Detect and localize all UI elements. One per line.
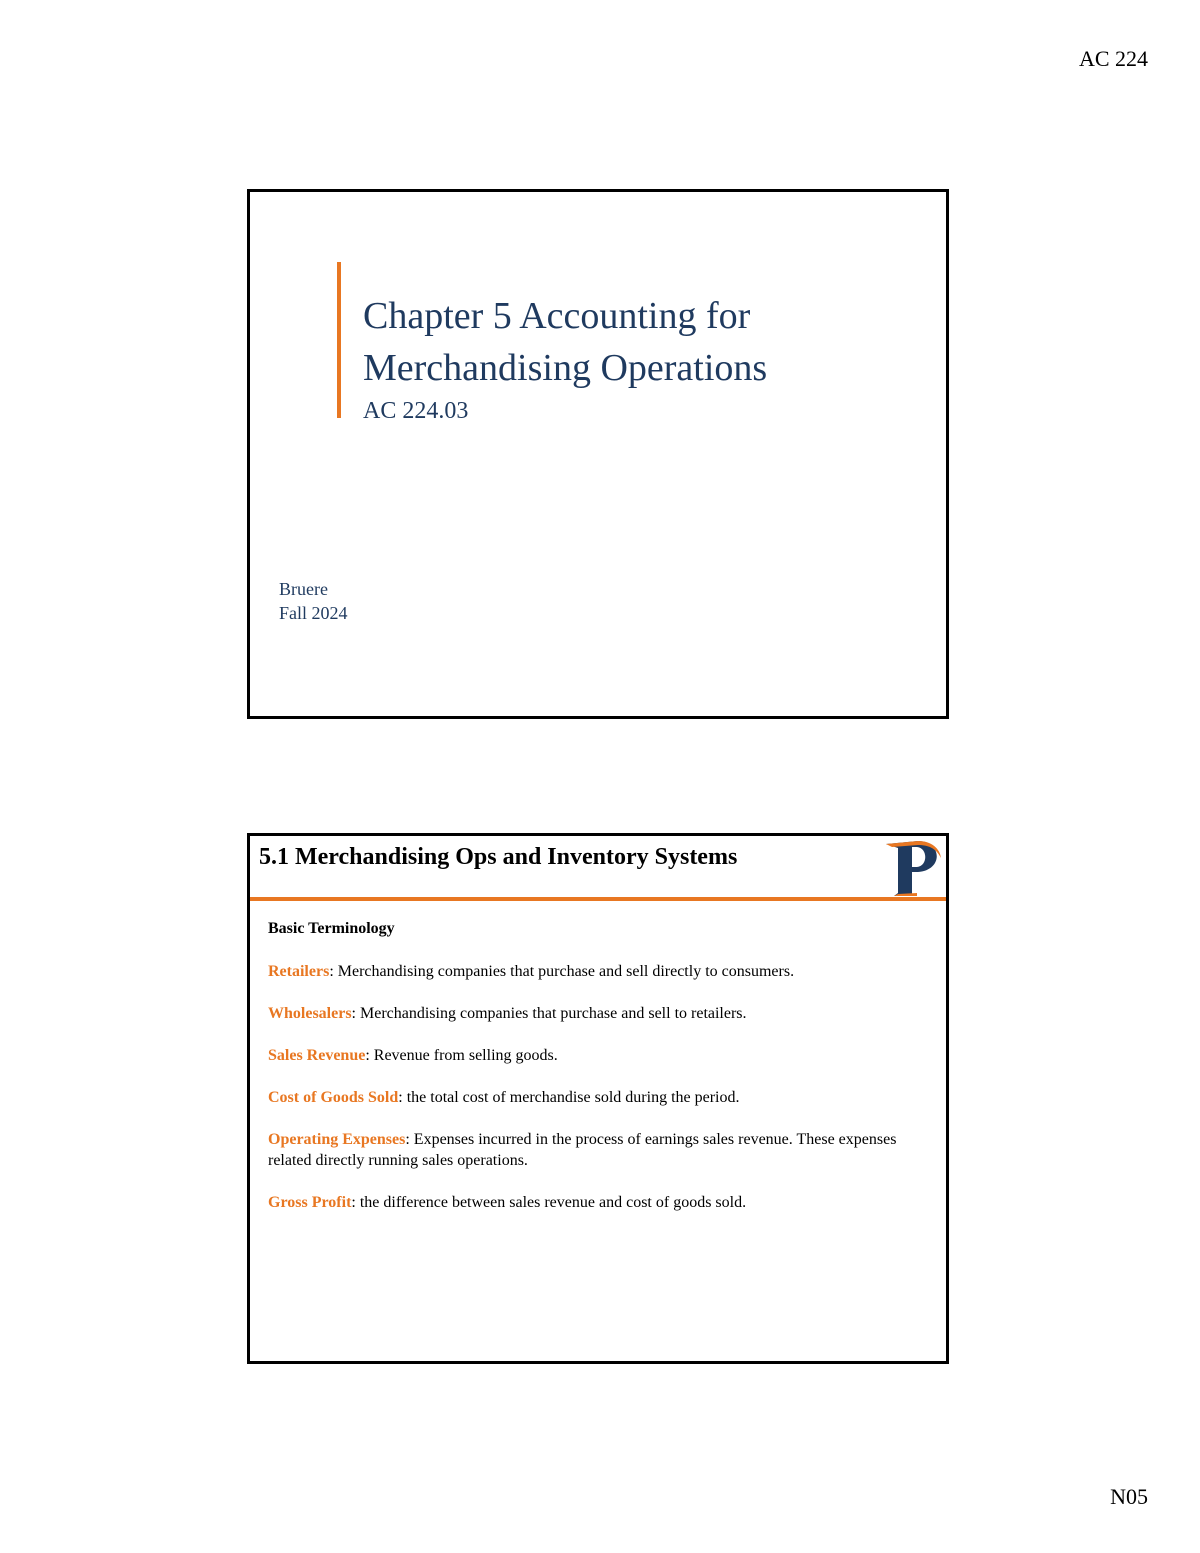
author-name: Bruere — [279, 579, 328, 599]
title-underline — [250, 897, 946, 901]
term-definition: : Merchandising companies that purchase and sell to retailers. — [351, 1005, 747, 1022]
term-wholesalers — [268, 1003, 906, 1024]
semester: Fall 2024 — [279, 603, 348, 623]
term-name: Operating Expenses — [268, 1131, 406, 1148]
term-name: Sales Revenue — [268, 1047, 366, 1064]
term-gross-profit — [268, 1192, 906, 1213]
term-name: Gross Profit — [268, 1194, 352, 1211]
terminology-content — [268, 918, 906, 1234]
university-logo-icon — [884, 838, 944, 900]
term-name: Retailers — [268, 963, 330, 980]
slide-title-line-2: Merchandising Operations — [363, 347, 768, 389]
term-definition: : Revenue from selling goods. — [365, 1047, 558, 1064]
term-retailers — [268, 961, 906, 982]
term-definition: : the total cost of merchandise sold during the period. — [398, 1089, 740, 1106]
slide-title: 5.1 Merchandising Ops and Inventory Systems — [259, 844, 738, 870]
title-slide — [247, 189, 949, 719]
term-definition: : Merchandising companies that purchase and sell directly to consumers. — [329, 963, 795, 980]
term-name: Cost of Goods Sold — [268, 1089, 399, 1106]
section-heading: Basic Terminology — [268, 920, 395, 937]
page-footer-label: N05 — [1110, 1484, 1148, 1509]
term-definition: : Expenses incurred in the process of earnings sales revenue. These expenses related directly running sales operations. — [268, 1131, 897, 1169]
page-header-label: AC 224 — [1078, 46, 1148, 71]
title-block — [363, 290, 767, 426]
term-sales-revenue — [268, 1045, 906, 1066]
slide-title-line-1: Chapter 5 Accounting for — [363, 295, 751, 337]
term-definition: : the difference between sales revenue and cost of goods sold. — [351, 1194, 747, 1211]
term-operating-expenses — [268, 1129, 906, 1171]
title-accent-bar — [337, 262, 341, 418]
term-name: Wholesalers — [268, 1005, 352, 1022]
course-code: AC 224.03 — [363, 398, 469, 424]
terminology-slide — [247, 833, 949, 1364]
term-cost-of-goods-sold — [268, 1087, 906, 1108]
author-block — [279, 577, 348, 625]
